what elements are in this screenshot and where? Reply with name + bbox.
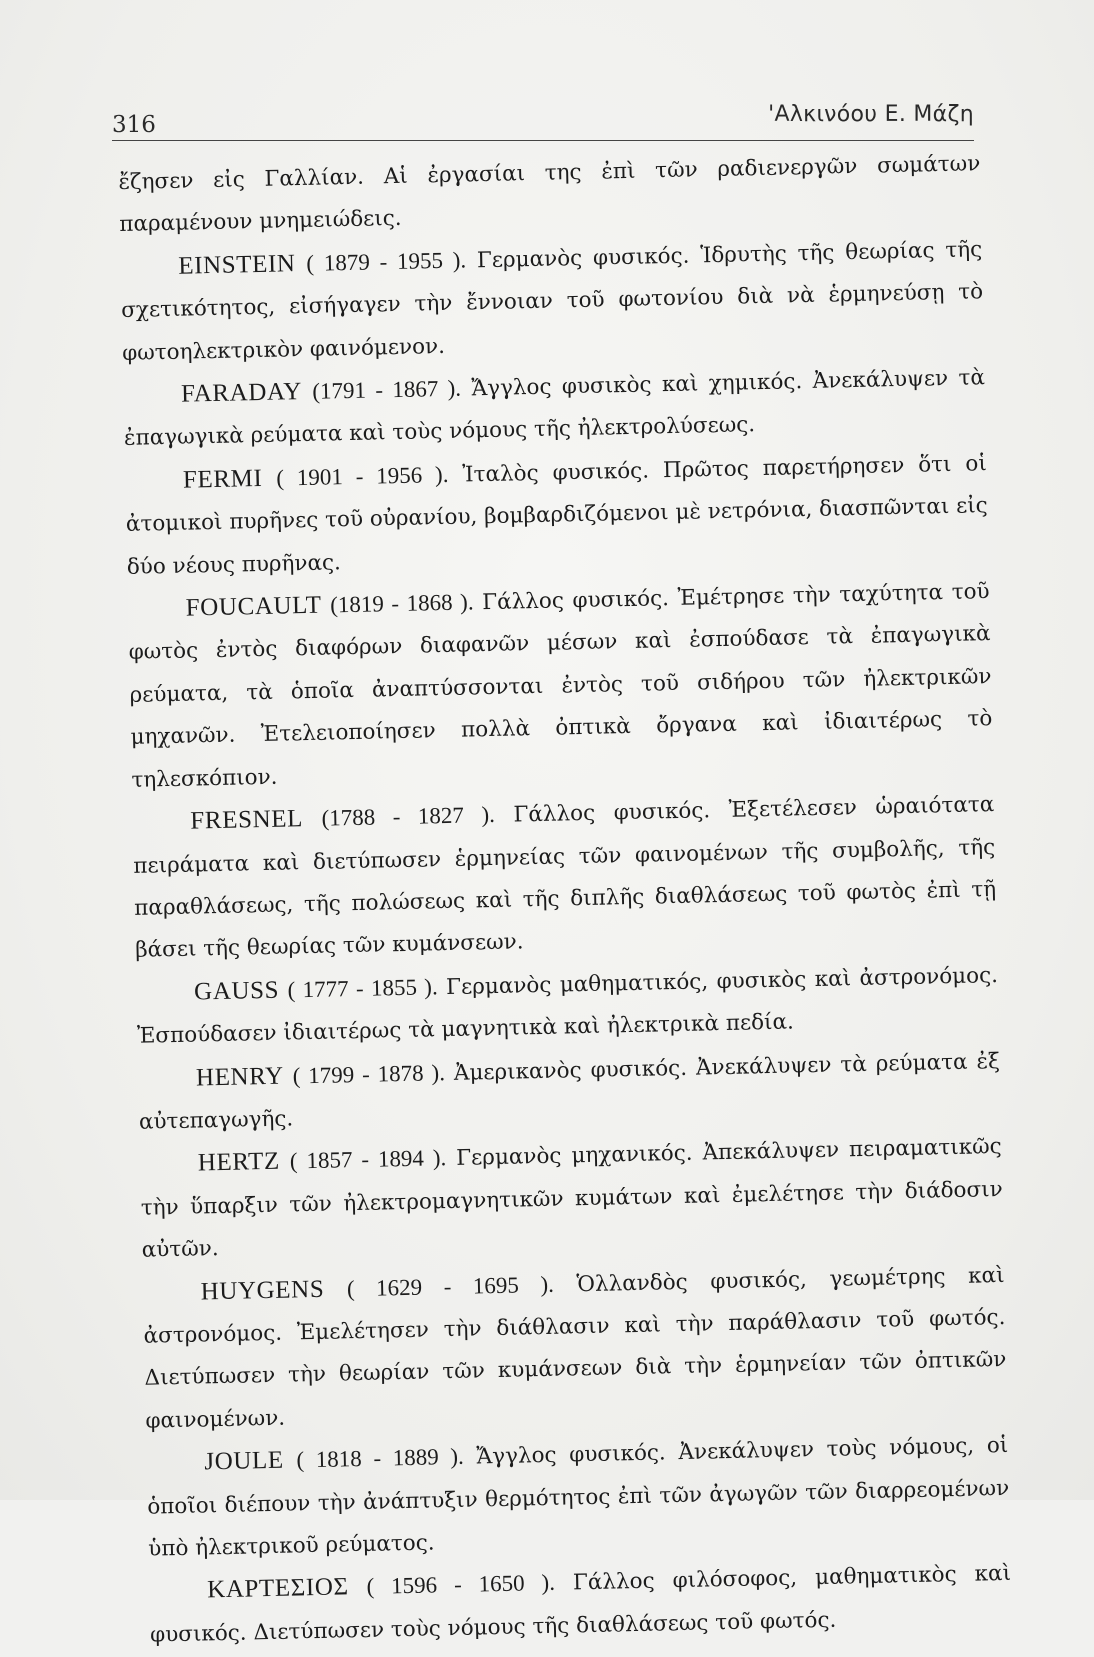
entry-name: EINSTEIN	[177, 249, 296, 280]
entry-text: Ἄγγλος φυσικὸς καὶ χημικός. Ἀνεκάλυψεν τὰ ἐπαγωγικὰ ρεύματα καὶ τοὺς νόμους τῆς ἠλεκτρολύσεως.	[123, 365, 986, 452]
entry-name: JOULE	[204, 1446, 285, 1476]
entry-name: HERTZ	[197, 1148, 281, 1177]
entry-name: FARADAY	[180, 378, 303, 408]
entry-dates: ( 1879 - 1955 ).	[306, 247, 467, 276]
entry-dates: ( 1596 - 1650 ).	[366, 1570, 556, 1600]
entry-name: HENRY	[195, 1062, 284, 1092]
entry-dates: ( 1777 - 1855 ).	[287, 973, 438, 1003]
entry-text: Γερμανὸς φυσικός. Ἱδρυτὴς τῆς θεωρίας τῆς σχετικότητος, εἰσήγαγεν τὴν ἔννοιαν τοῦ φωτονίου διὰ νὰ ἑρμηνεύσῃ τὸ φωτοηλεκτρικὸν φαινόμενον.	[120, 236, 984, 366]
entry-dates: ( 1857 - 1894 ).	[289, 1145, 447, 1174]
entry-text: Ἄγγλος φυσικός. Ἀνεκάλυψεν τοὺς νόμους, οἱ ὁποῖοι διέπουν τὴν ἀνάπτυξιν θερμότητος ἐπὶ τῶν ἀγωγῶν τῶν διαρρεομένων ὑπὸ ἠλεκτρικοῦ ρεύματος.	[147, 1433, 1010, 1562]
entry-dates: ( 1901 - 1956 ).	[276, 461, 449, 491]
entry-text: Γερμανὸς μηχανικός. Ἀπεκάλυψεν πειραματικῶς τὴν ὕπαρξιν τῶν ἠλεκτρομαγνητικῶν κυμάτων καὶ ἐμελέτησε τὴν διάδοσιν αὐτῶν.	[140, 1134, 1003, 1263]
entry-text: Γάλλος φυσικός. Ἐξετέλεσεν ὡραιότατα πειράματα καὶ διετύπωσεν ἑρμηνείας τῶν φαινομένων τῆς συμβολῆς, τῆς παραθλάσεως, τῆς πολώσεως καὶ τῆς διπλῆς διαθλάσεως τοῦ φωτὸς ἐπὶ τῇ βάσει τῆς θεωρίας τῶν κυμάνσεων.	[133, 792, 997, 964]
body-text	[118, 143, 1012, 1657]
entry-joule	[146, 1424, 1011, 1571]
entry-text: Ἀμερικανὸς φυσικός. Ἀνεκάλυψεν τὰ ρεύματα ἐξ αὐτεπαγωγῆς.	[138, 1048, 1001, 1135]
entry-name: GAUSS	[193, 976, 280, 1006]
entry-dates: (1788 - 1827 ).	[321, 802, 496, 831]
page-number: 316	[112, 112, 156, 138]
entry-name: HUYGENS	[200, 1275, 325, 1306]
entry-name: FRESNEL	[190, 805, 304, 835]
entry-dates: ( 1818 - 1889 ).	[296, 1443, 465, 1473]
entry-dates: (1791 - 1867 ).	[312, 375, 462, 404]
entry-name: ΚΑΡΤΕΣΙΟΣ	[206, 1573, 349, 1604]
entry-kartesios	[149, 1552, 1013, 1657]
entry-text: Γάλλος φυσικός. Ἐμέτρησε τὴν ταχύτητα τοῦ φωτὸς ἐντὸς διαφόρων διαφανῶν μέσων καὶ ἐσπούδασε τὰ ἐπαγωγικὰ ρεύματα, τὰ ὁποῖα ἀναπτύσσονται ἐντὸς τοῦ σιδήρου τῶν ἠλεκτρικῶν μηχανῶν. Ἐτελειοποίησεν πολλὰ ὀπτικὰ ὄργανα καὶ ἰδιαιτέρως τὸ τηλεσκόπιον.	[128, 579, 993, 793]
entry-dates: (1819 - 1868 ).	[329, 589, 474, 618]
entry-hertz	[139, 1125, 1004, 1272]
running-head: 'Αλκινόου Ε. Μάζη	[768, 102, 974, 127]
entry-name: FERMI	[182, 464, 263, 494]
entry-name: FOUCAULT	[185, 591, 322, 622]
entry-einstein	[120, 228, 985, 375]
entry-fresnel	[132, 783, 998, 972]
intro-paragraph: ἔζησεν εἰς Γαλλίαν. Αἱ ἐργασίαι της ἐπὶ τῶν ραδιενεργῶν σωμάτων παραμένουν μνημειώδεις.	[118, 151, 981, 238]
entry-dates: ( 1629 - 1695 ).	[346, 1271, 555, 1301]
entry-fermi	[125, 442, 990, 589]
entry-huygens	[142, 1253, 1008, 1442]
entry-text: Γερμανὸς μαθηματικός, φυσικὸς καὶ ἀστρονόμος. Ἐσπούδασεν ἰδιαιτέρως τὰ μαγνητικὰ καὶ ἠλεκτρικὰ πεδία.	[136, 962, 999, 1049]
entry-text: Γάλλος φιλόσοφος, μαθηματικὸς καὶ φυσικός. Διετύπωσεν τοὺς νόμους τῆς διαθλάσεως τοῦ φωτός.	[149, 1561, 1012, 1648]
entry-text: Ἰταλὸς φυσικός. Πρῶτος παρετήρησεν ὅτι οἱ ἀτομικοὶ πυρῆνες τοῦ οὐρανίου, βομβαρδιζόμενοι μὲ νετρόνια, διασπῶνται εἰς δύο νέους πυρῆνας.	[125, 450, 988, 580]
page-header	[112, 100, 974, 141]
entry-foucault	[127, 570, 993, 802]
entry-dates: ( 1799 - 1878 ).	[292, 1059, 446, 1088]
entry-text: Ὁλλανδὸς φυσικός, γεωμέτρης καὶ ἀστρονόμος. Ἐμελέτησεν τὴν διάθλασιν καὶ τὴν παράθλασιν τοῦ φωτός. Διετύπωσεν τὴν θεωρίαν τῶν κυμάνσεων διὰ τὴν ἑρμηνείαν τῶν ὀπτικῶν φαινομένων.	[143, 1262, 1007, 1434]
